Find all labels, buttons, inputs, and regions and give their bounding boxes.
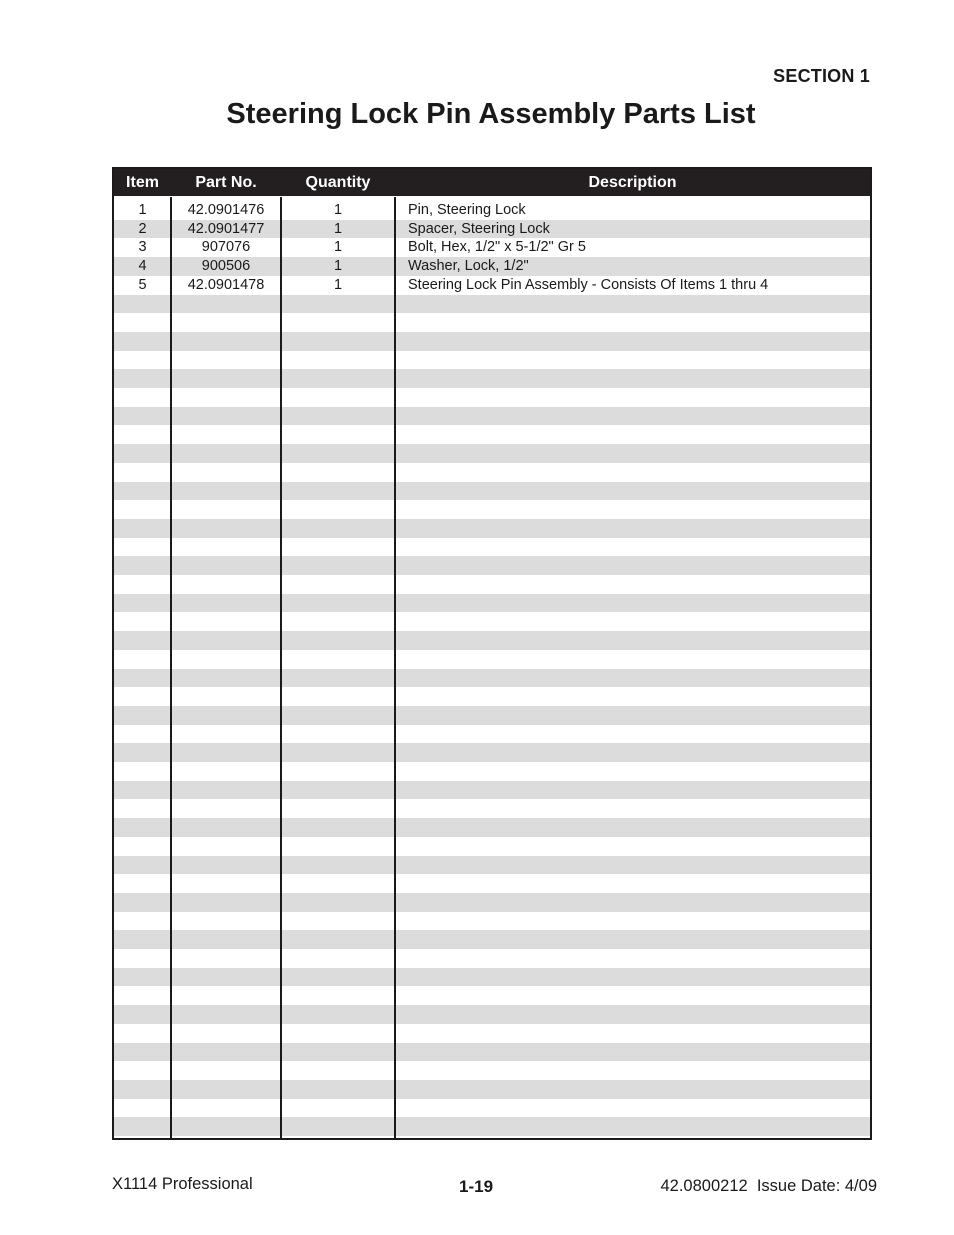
table-row	[114, 220, 870, 239]
table-row	[114, 407, 870, 426]
table-row	[114, 276, 870, 295]
item-number-cell: 4	[138, 258, 147, 275]
quantity-cell: 1	[333, 258, 343, 275]
column-divider	[394, 197, 396, 1138]
table-row	[114, 1080, 870, 1099]
table-row	[114, 351, 870, 370]
table-row	[114, 687, 870, 706]
table-row	[114, 444, 870, 463]
quantity-cell: 1	[333, 220, 343, 237]
quantity-cell: 1	[333, 276, 343, 293]
column-header-part-no: Part No.	[195, 174, 257, 191]
column-divider	[170, 197, 172, 1138]
table-row	[114, 968, 870, 987]
document-info: 42.0800212 Issue Date: 4/09	[660, 1177, 877, 1195]
table-row	[114, 425, 870, 444]
table-row	[114, 650, 870, 669]
part-number-cell: 42.0901477	[187, 220, 265, 237]
table-row	[114, 1117, 870, 1136]
table-row	[114, 612, 870, 631]
column-header-item: Item	[126, 174, 159, 191]
description-cell: Washer, Lock, 1/2"	[408, 258, 529, 275]
item-number-cell: 2	[138, 220, 147, 237]
table-row	[114, 1099, 870, 1118]
section-label: SECTION 1	[773, 66, 870, 86]
table-row	[114, 930, 870, 949]
table-row	[114, 201, 870, 220]
table-row	[114, 799, 870, 818]
table-row	[114, 986, 870, 1005]
table-row	[114, 575, 870, 594]
table-row	[114, 500, 870, 519]
page-number: 1-19	[459, 1177, 494, 1196]
quantity-cell: 1	[333, 239, 343, 256]
column-header-description: Description	[588, 174, 677, 191]
footer-model: X1114 Professional	[112, 1175, 253, 1193]
table-row	[114, 594, 870, 613]
table-row	[114, 257, 870, 276]
table-row	[114, 743, 870, 762]
table-row	[114, 1024, 870, 1043]
table-row	[114, 1043, 870, 1062]
description-cell: Spacer, Steering Lock	[408, 220, 550, 237]
table-row	[114, 1061, 870, 1080]
table-row	[114, 912, 870, 931]
table-row	[114, 519, 870, 538]
item-number-cell: 3	[138, 239, 147, 256]
table-row	[114, 238, 870, 257]
table-row	[114, 706, 870, 725]
table-row	[114, 1005, 870, 1024]
part-number-cell: 907076	[201, 239, 251, 256]
item-number-cell: 5	[138, 276, 147, 293]
table-row	[114, 482, 870, 501]
table-row	[114, 313, 870, 332]
table-row	[114, 725, 870, 744]
table-row	[114, 556, 870, 575]
table-row	[114, 463, 870, 482]
table-row	[114, 893, 870, 912]
table-row	[114, 295, 870, 314]
table-row	[114, 388, 870, 407]
parts-table	[112, 167, 872, 1140]
table-body	[114, 197, 870, 1138]
page-title: Steering Lock Pin Assembly Parts List	[226, 98, 756, 130]
table-row	[114, 856, 870, 875]
column-header-quantity: Quantity	[305, 174, 371, 191]
item-number-cell: 1	[138, 202, 147, 218]
table-row	[114, 762, 870, 781]
table-row	[114, 669, 870, 688]
table-row	[114, 874, 870, 893]
table-header	[114, 169, 870, 196]
table-row	[114, 781, 870, 800]
part-number-cell: 42.0901478	[187, 276, 265, 293]
table-row	[114, 538, 870, 557]
table-row	[114, 837, 870, 856]
part-number-cell: 900506	[201, 258, 251, 275]
table-row	[114, 949, 870, 968]
description-cell: Bolt, Hex, 1/2" x 5-1/2" Gr 5	[408, 239, 586, 256]
table-row	[114, 818, 870, 837]
table-row	[114, 332, 870, 351]
column-divider	[280, 197, 282, 1138]
description-cell: Pin, Steering Lock	[408, 202, 526, 218]
part-number-cell: 42.0901476	[187, 202, 265, 218]
table-row	[114, 369, 870, 388]
quantity-cell: 1	[333, 202, 343, 218]
description-cell: Steering Lock Pin Assembly - Consists Of Items 1 thru 4	[408, 276, 769, 293]
table-row	[114, 631, 870, 650]
